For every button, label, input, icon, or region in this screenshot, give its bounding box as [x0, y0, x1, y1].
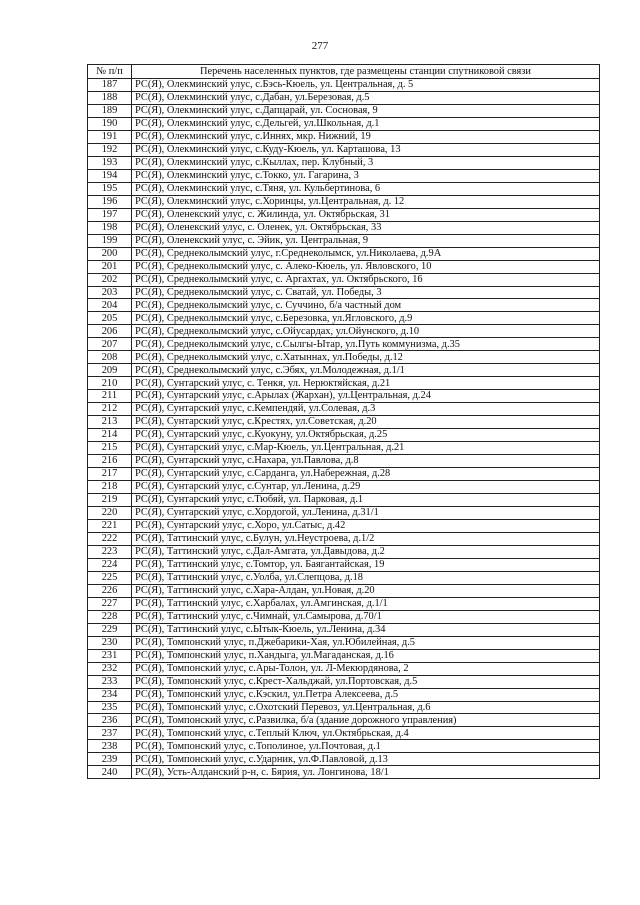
table-row — [88, 662, 600, 675]
row-number: 202 — [88, 273, 132, 286]
table-row — [88, 766, 600, 779]
location-address: РС(Я), Усть-Алданский р-н, с. Бярия, ул. Лонгинова, 18/1 — [132, 766, 600, 779]
location-address: РС(Я), Среднеколымский улус, с.Сылгы-Ытар, ул.Путь коммунизма, д.35 — [132, 338, 600, 351]
row-number: 191 — [88, 130, 132, 143]
location-address: РС(Я), Среднеколымский улус, с.Хатыннах, ул.Победы, д.12 — [132, 351, 600, 364]
table-row — [88, 558, 600, 571]
location-address: РС(Я), Среднеколымский улус, с. Суччино, б/а частный дом — [132, 299, 600, 312]
table-row — [88, 208, 600, 221]
location-address: РС(Я), Олекминский улус, с.Хоринцы, ул.Центральная, д. 12 — [132, 195, 600, 208]
row-number: 205 — [88, 312, 132, 325]
row-number: 229 — [88, 623, 132, 636]
location-address: РС(Я), Томпонский улус, с.Крест-Хальджай, ул.Портовская, д.5 — [132, 675, 600, 688]
table-body — [88, 79, 600, 779]
table-row — [88, 623, 600, 636]
table-row — [88, 351, 600, 364]
row-number: 228 — [88, 610, 132, 623]
row-number: 211 — [88, 390, 132, 403]
table-row — [88, 740, 600, 753]
row-number: 198 — [88, 221, 132, 234]
location-address: РС(Я), Оленекский улус, с. Оленек, ул. Октябрьская, 33 — [132, 221, 600, 234]
table-row — [88, 79, 600, 92]
row-number: 240 — [88, 766, 132, 779]
row-number: 221 — [88, 519, 132, 532]
location-address: РС(Я), Таттинский улус, с.Дал-Амгата, ул.Давыдова, д.2 — [132, 545, 600, 558]
location-address: РС(Я), Олекминский улус, с.Дапцарай, ул. Сосновая, 9 — [132, 104, 600, 117]
table-row — [88, 377, 600, 390]
row-number: 207 — [88, 338, 132, 351]
row-number: 217 — [88, 468, 132, 481]
location-address: РС(Я), Сунтарский улус, с.Крестях, ул.Советская, д.20 — [132, 416, 600, 429]
table-row — [88, 143, 600, 156]
location-address: РС(Я), Олекминский улус, с.Куду-Кюель, ул. Карташова, 13 — [132, 143, 600, 156]
table-row — [88, 675, 600, 688]
row-number: 220 — [88, 506, 132, 519]
table-row — [88, 455, 600, 468]
table-header-row — [88, 65, 600, 79]
table-row — [88, 221, 600, 234]
location-address: РС(Я), Среднеколымский улус, с. Алеко-Кюель, ул. Явловского, 10 — [132, 260, 600, 273]
location-address: РС(Я), Среднеколымский улус, г.Среднеколымск, ул.Николаева, д.9А — [132, 247, 600, 260]
row-number: 189 — [88, 104, 132, 117]
stations-table — [87, 64, 600, 779]
table-row — [88, 442, 600, 455]
table-row — [88, 506, 600, 519]
location-address: РС(Я), Сунтарский улус, с.Кемпендяй, ул.Солевая, д.3 — [132, 403, 600, 416]
page-number: 277 — [311, 40, 329, 52]
table-row — [88, 468, 600, 481]
row-number: 238 — [88, 740, 132, 753]
row-number: 195 — [88, 182, 132, 195]
table-row — [88, 312, 600, 325]
row-number: 204 — [88, 299, 132, 312]
table-row — [88, 416, 600, 429]
row-number: 224 — [88, 558, 132, 571]
row-number: 230 — [88, 636, 132, 649]
table-row — [88, 714, 600, 727]
table-row — [88, 91, 600, 104]
location-address: РС(Я), Среднеколымский улус, с.Ойусардах, ул.Ойунского, д.10 — [132, 325, 600, 338]
row-number: 201 — [88, 260, 132, 273]
table-row — [88, 727, 600, 740]
row-number: 234 — [88, 688, 132, 701]
row-number: 203 — [88, 286, 132, 299]
row-number: 187 — [88, 79, 132, 92]
location-address: РС(Я), Томпонский улус, с.Кэскил, ул.Петра Алексеева, д.5 — [132, 688, 600, 701]
row-number: 197 — [88, 208, 132, 221]
table-row — [88, 532, 600, 545]
row-number: 235 — [88, 701, 132, 714]
row-number: 219 — [88, 494, 132, 507]
table-row — [88, 597, 600, 610]
location-address: РС(Я), Таттинский улус, с.Томтор, ул. Баягантайская, 19 — [132, 558, 600, 571]
row-number: 223 — [88, 545, 132, 558]
location-address: РС(Я), Сунтарский улус, с.Сарданга, ул.Набережная, д.28 — [132, 468, 600, 481]
row-number: 215 — [88, 442, 132, 455]
row-number: 233 — [88, 675, 132, 688]
location-address: РС(Я), Таттинский улус, с.Хара-Алдан, ул.Новая, д.20 — [132, 584, 600, 597]
table-row — [88, 195, 600, 208]
row-number: 208 — [88, 351, 132, 364]
location-address: РС(Я), Сунтарский улус, с.Хордогой, ул.Ленина, д.31/1 — [132, 506, 600, 519]
table-row — [88, 273, 600, 286]
location-address: РС(Я), Томпонский улус, п.Джебарики-Хая, ул.Юбилейная, д.5 — [132, 636, 600, 649]
table-row — [88, 636, 600, 649]
location-address: РС(Я), Среднеколымский улус, с.Березовка, ул.Ягловского, д.9 — [132, 312, 600, 325]
location-address: РС(Я), Олекминский улус, с.Кыллах, пер. Клубный, 3 — [132, 156, 600, 169]
table-row — [88, 130, 600, 143]
table-row — [88, 429, 600, 442]
row-number: 190 — [88, 117, 132, 130]
location-address: РС(Я), Среднеколымский улус, с. Сватай, ул. Победы, 3 — [132, 286, 600, 299]
row-number: 222 — [88, 532, 132, 545]
location-address: РС(Я), Среднеколымский улус, с. Аргахтах, ул. Октябрьского, 16 — [132, 273, 600, 286]
table-row — [88, 753, 600, 766]
table-row — [88, 481, 600, 494]
row-number: 210 — [88, 377, 132, 390]
table-row — [88, 338, 600, 351]
location-address: РС(Я), Таттинский улус, с.Чимнай, ул.Самырова, д.70/1 — [132, 610, 600, 623]
table-row — [88, 104, 600, 117]
table-row — [88, 571, 600, 584]
location-address: РС(Я), Сунтарский улус, с.Арылах (Жархан), ул.Центральная, д.24 — [132, 390, 600, 403]
row-number: 213 — [88, 416, 132, 429]
location-address: РС(Я), Таттинский улус, с.Харбалах, ул.Амгинская, д.1/1 — [132, 597, 600, 610]
table-row — [88, 247, 600, 260]
row-number: 237 — [88, 727, 132, 740]
table-row — [88, 519, 600, 532]
row-number: 227 — [88, 597, 132, 610]
row-number: 216 — [88, 455, 132, 468]
location-address: РС(Я), Олекминский улус, с.Бэсь-Кюель, ул. Центральная, д. 5 — [132, 79, 600, 92]
table-row — [88, 234, 600, 247]
location-address: РС(Я), Томпонский улус, с.Ары-Толон, ул. Л-Мекюрдянова, 2 — [132, 662, 600, 675]
row-number: 225 — [88, 571, 132, 584]
column-header-number: № п/п — [88, 65, 132, 79]
table-row — [88, 688, 600, 701]
location-address: РС(Я), Сунтарский улус, с.Сунтар, ул.Ленина, д.29 — [132, 481, 600, 494]
row-number: 232 — [88, 662, 132, 675]
location-address: РС(Я), Среднеколымский улус, с.Эбях, ул.Молодежная, д.1/1 — [132, 364, 600, 377]
table-row — [88, 169, 600, 182]
location-address: РС(Я), Таттинский улус, с.Уолба, ул.Слепцова, д.18 — [132, 571, 600, 584]
location-address: РС(Я), Томпонский улус, с.Ударник, ул.Ф.Павловой, д.13 — [132, 753, 600, 766]
location-address: РС(Я), Томпонский улус, с.Охотский Перевоз, ул.Центральная, д.6 — [132, 701, 600, 714]
location-address: РС(Я), Сунтарский улус, с.Мар-Кюель, ул.Центральная, д.21 — [132, 442, 600, 455]
table-row — [88, 299, 600, 312]
table-row — [88, 610, 600, 623]
row-number: 200 — [88, 247, 132, 260]
table-row — [88, 325, 600, 338]
table-row — [88, 584, 600, 597]
location-address: РС(Я), Томпонский улус, с.Развилка, б/а (здание дорожного управления) — [132, 714, 600, 727]
row-number: 212 — [88, 403, 132, 416]
table-row — [88, 649, 600, 662]
row-number: 214 — [88, 429, 132, 442]
location-address: РС(Я), Томпонский улус, с.Тополиное, ул.Почтовая, д.1 — [132, 740, 600, 753]
location-address: РС(Я), Томпонский улус, п.Хандыга, ул.Магаданская, д.16 — [132, 649, 600, 662]
table-row — [88, 156, 600, 169]
table-row — [88, 701, 600, 714]
table-row — [88, 390, 600, 403]
location-address: РС(Я), Олекминский улус, с.Дельгей, ул.Школьная, д.1 — [132, 117, 600, 130]
table-row — [88, 403, 600, 416]
row-number: 193 — [88, 156, 132, 169]
table-row — [88, 545, 600, 558]
row-number: 194 — [88, 169, 132, 182]
table-row — [88, 182, 600, 195]
location-address: РС(Я), Оленекский улус, с. Эйик, ул. Центральная, 9 — [132, 234, 600, 247]
location-address: РС(Я), Сунтарский улус, с.Хоро, ул.Сатыс, д.42 — [132, 519, 600, 532]
location-address: РС(Я), Олекминский улус, с.Иннях, мкр. Нижний, 19 — [132, 130, 600, 143]
row-number: 199 — [88, 234, 132, 247]
table-row — [88, 494, 600, 507]
location-address: РС(Я), Таттинский улус, с.Ытык-Кюель, ул.Ленина, д.34 — [132, 623, 600, 636]
location-address: РС(Я), Сунтарский улус, с.Тюбяй, ул. Парковая, д.1 — [132, 494, 600, 507]
column-header-locations: Перечень населенных пунктов, где размещены станции спутниковой связи — [132, 65, 600, 79]
row-number: 192 — [88, 143, 132, 156]
location-address: РС(Я), Олекминский улус, с.Токко, ул. Гагарина, 3 — [132, 169, 600, 182]
row-number: 188 — [88, 91, 132, 104]
row-number: 206 — [88, 325, 132, 338]
location-address: РС(Я), Сунтарский улус, с. Тенкя, ул. Нерюктяйская, д.21 — [132, 377, 600, 390]
table-row — [88, 364, 600, 377]
location-address: РС(Я), Олекминский улус, с.Дабан, ул.Березовая, д.5 — [132, 91, 600, 104]
row-number: 239 — [88, 753, 132, 766]
row-number: 218 — [88, 481, 132, 494]
table-row — [88, 260, 600, 273]
location-address: РС(Я), Оленекский улус, с. Жилинда, ул. Октябрьская, 31 — [132, 208, 600, 221]
table-row — [88, 286, 600, 299]
location-address: РС(Я), Сунтарский улус, с.Нахара, ул.Павлова, д.8 — [132, 455, 600, 468]
location-address: РС(Я), Олекминский улус, с.Тяня, ул. Кульбертинова, 6 — [132, 182, 600, 195]
row-number: 209 — [88, 364, 132, 377]
row-number: 226 — [88, 584, 132, 597]
location-address: РС(Я), Таттинский улус, с.Булун, ул.Неустроева, д.1/2 — [132, 532, 600, 545]
row-number: 196 — [88, 195, 132, 208]
row-number: 236 — [88, 714, 132, 727]
row-number: 231 — [88, 649, 132, 662]
table-row — [88, 117, 600, 130]
location-address: РС(Я), Сунтарский улус, с.Куокуну, ул.Октябрьская, д.25 — [132, 429, 600, 442]
location-address: РС(Я), Томпонский улус, с.Теплый Ключ, ул.Октябрьская, д.4 — [132, 727, 600, 740]
